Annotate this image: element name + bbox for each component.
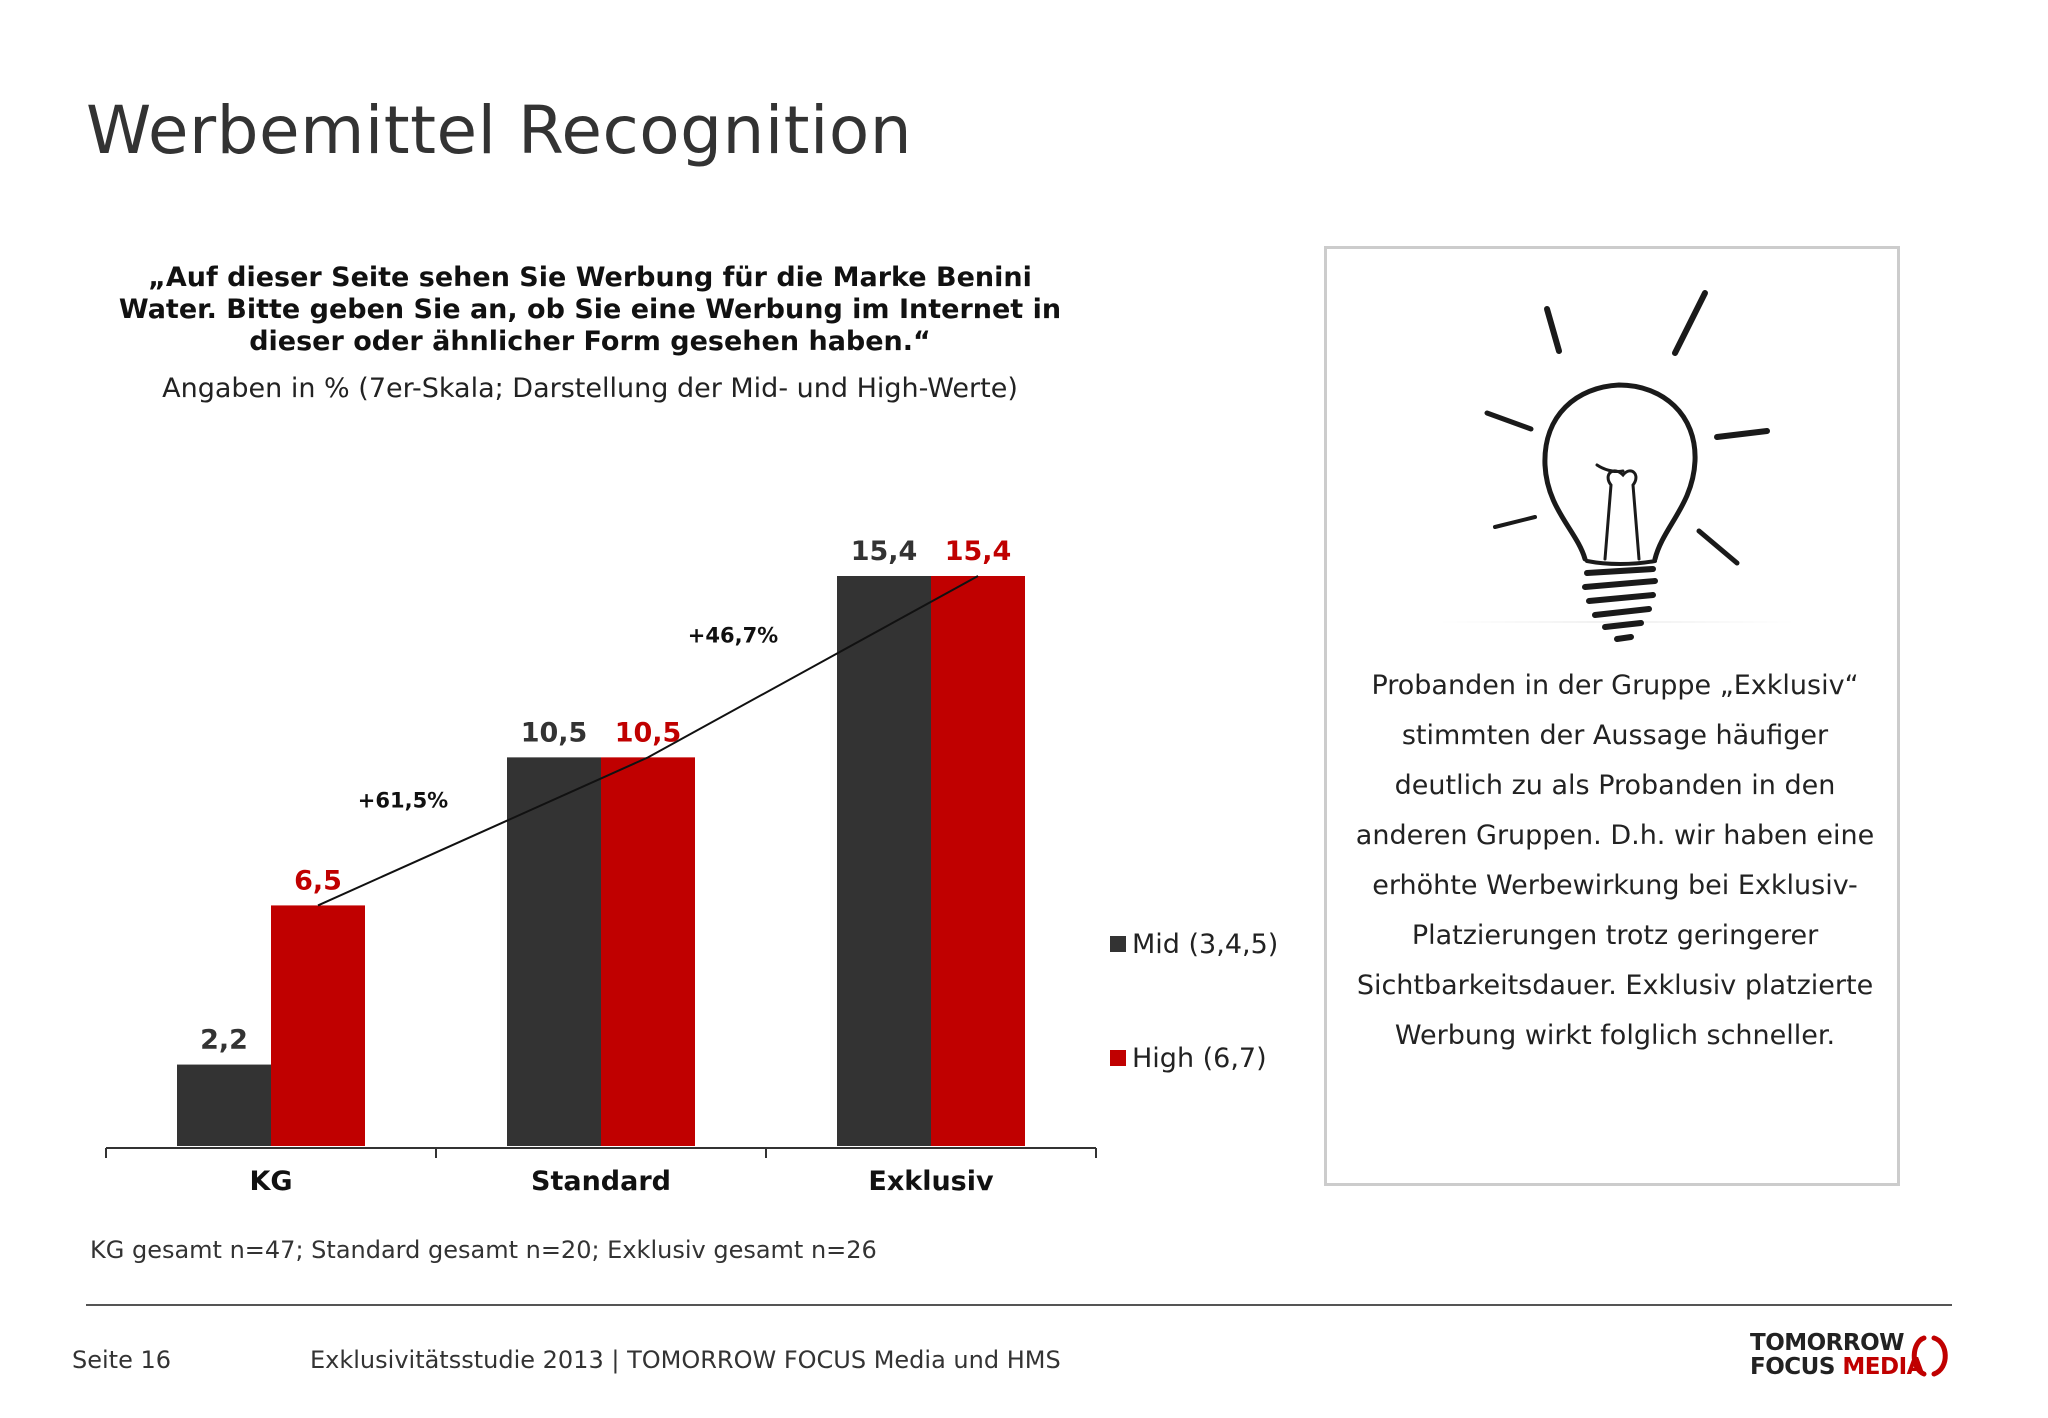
logo-text-media: MEDIA [1842, 1354, 1924, 1380]
bar-high [271, 905, 365, 1146]
chart-legend [1110, 924, 1278, 1152]
legend-swatch-high [1110, 1050, 1126, 1066]
data-label: 15,4 [850, 536, 918, 567]
sample-size-footnote: KG gesamt n=47; Standard gesamt n=20; Exklusiv gesamt n=26 [90, 1236, 877, 1264]
info-line: erhöhte Werbewirkung bei Exklusiv- [1372, 870, 1858, 901]
data-label: 6,5 [294, 865, 342, 897]
bar-chart [86, 520, 1126, 1210]
logo-text-focus: FOCUS [1750, 1354, 1843, 1380]
survey-question: „Auf dieser Seite sehen Sie Werbung für die Marke Benini Water. Bitte geben Sie an, ob Sie eine Werbung im Internet in dieser oder ähnlicher Form gesehen haben.“ [118, 262, 1062, 357]
info-line: Probanden in der Gruppe „Exklusiv“ [1371, 670, 1859, 701]
info-line: stimmten der Aussage häufiger [1401, 720, 1829, 751]
lightbulb-divider [1437, 621, 1797, 623]
x-tick-label: Standard [531, 1166, 671, 1197]
growth-annotation: +46,7% [687, 623, 779, 648]
info-line: Sichtbarkeitsdauer. Exklusiv platzierte [1356, 970, 1874, 1001]
x-tick-label: Exklusiv [868, 1166, 994, 1197]
footer-divider [86, 1304, 1952, 1306]
data-label: 15,4 [944, 536, 1012, 567]
legend-item-high [1110, 1038, 1278, 1078]
data-label: 10,5 [520, 717, 588, 749]
chart-subtitle: Angaben in % (7er-Skala; Darstellung der Mid- und High-Werte) [162, 373, 1018, 404]
info-line: Werbung wirkt folglich schneller. [1394, 1020, 1836, 1051]
page-title: Werbemittel Recognition [86, 92, 913, 169]
info-box [1324, 246, 1900, 1186]
lightbulb-icon [1427, 269, 1807, 659]
logo-mark-icon [1906, 1332, 1954, 1380]
bar-mid [837, 576, 931, 1146]
legend-swatch-mid [1110, 936, 1126, 952]
info-line: Platzierungen trotz geringerer [1411, 920, 1819, 951]
bar-mid [507, 757, 601, 1146]
growth-annotation: +61,5% [357, 788, 449, 813]
logo-text-line1: TOMORROW [1750, 1330, 1905, 1356]
footer-study-title: Exklusivitätsstudie 2013 | TOMORROW FOCUS Media und HMS [310, 1346, 1061, 1374]
info-line: anderen Gruppen. D.h. wir haben eine [1355, 820, 1875, 851]
data-label: 2,2 [200, 1024, 248, 1056]
bar-high [931, 576, 1025, 1146]
bar-mid [177, 1065, 271, 1146]
x-tick-label: KG [249, 1166, 293, 1197]
legend-label-mid: Mid (3,4,5) [1132, 928, 1279, 960]
info-line: deutlich zu als Probanden in den [1394, 770, 1836, 801]
company-logo [1750, 1328, 1960, 1380]
bar-high [601, 757, 695, 1146]
legend-item-mid [1110, 924, 1278, 964]
data-label: 10,5 [614, 717, 682, 749]
legend-label-high: High (6,7) [1132, 1042, 1267, 1074]
logo-text-line2 [1750, 1354, 1924, 1380]
footer-page-number: Seite 16 [72, 1346, 172, 1374]
info-text [1337, 661, 1893, 1061]
